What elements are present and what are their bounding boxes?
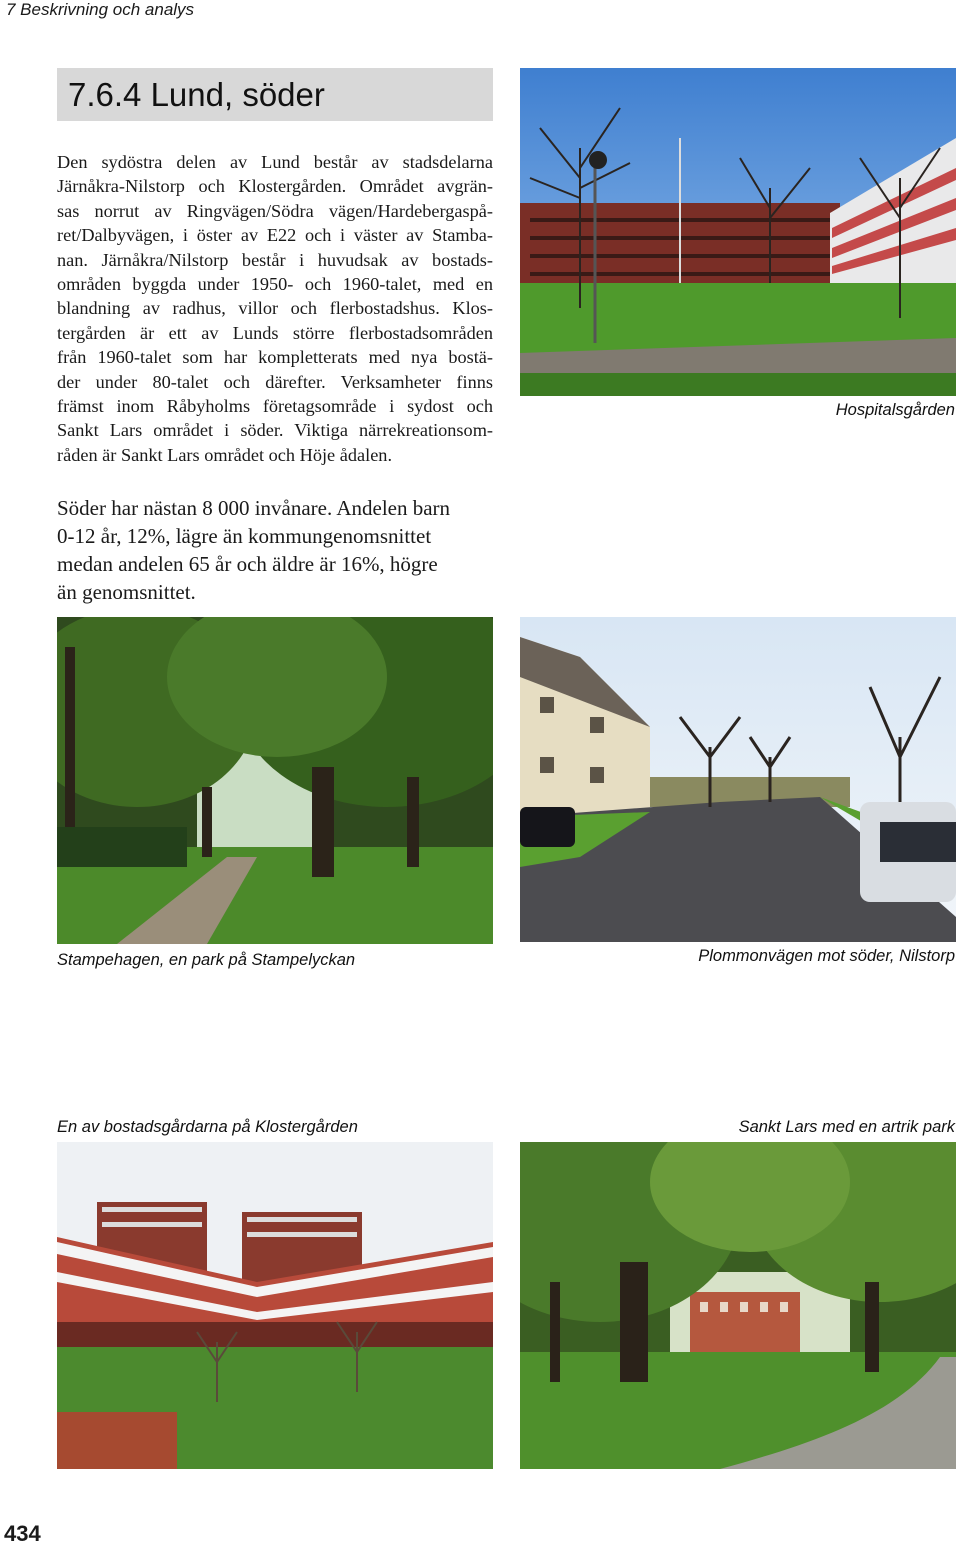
body-line: råden är Sankt Lars området och Höje ådalen. [57, 444, 393, 465]
plommonvagen-photo [520, 617, 956, 942]
klostergarden-caption: En av bostadsgårdarna på Klostergården [57, 1118, 358, 1136]
body-paragraph [57, 150, 493, 467]
stats-line: medan andelen 65 år och äldre är 16%, högre [57, 552, 438, 576]
body-line: der under 80-talet och därefter. Verksamheter finns [57, 371, 493, 392]
stampehagen-caption: Stampehagen, en park på Stampelyckan [57, 951, 356, 969]
body-line: ret/Dalbyvägen, i öster av E22 och i väster av Stamba- [57, 225, 493, 246]
klostergarden-photo [57, 1142, 493, 1469]
population-paragraph [57, 494, 497, 606]
plommonvagen-caption: Plommonvägen mot söder, Nilstorp [698, 947, 955, 965]
body-line: Sankt Lars området i söder. Viktiga närrekreationsom- [57, 420, 493, 441]
body-line: Den sydöstra delen av Lund består av stadsdelarna [57, 152, 493, 172]
body-line: Järnåkra-Nilstorp och Klostergården. Området avgrän- [57, 176, 493, 197]
body-line: främst inom Råbyholms företagsområde i sydost och [57, 395, 493, 416]
sankt-lars-photo [520, 1142, 956, 1469]
stats-line: än genomsnittet. [57, 580, 196, 604]
running-head: 7 Beskrivning och analys [6, 0, 195, 19]
body-line: från 1960-talet som har kompletterats med nya bostä- [57, 347, 493, 368]
stats-line: Söder har nästan 8 000 invånare. Andelen barn [57, 496, 451, 520]
body-line: tergården är ett av Lunds större flerbostadsområden [57, 322, 493, 343]
body-line: blandning av radhus, villor och flerbostadshus. Klos- [57, 298, 493, 319]
hospitalsgarden-caption: Hospitalsgården [835, 401, 955, 419]
body-line: sas norrut av Ringvägen/Södra vägen/Hardebergaspå- [57, 200, 493, 221]
sankt-lars-caption: Sankt Lars med en artrik park [738, 1118, 955, 1136]
body-line: nan. Järnåkra/Nilstorp består i huvudsak av bostads- [57, 249, 493, 270]
page-number: 434 [4, 1521, 41, 1546]
stats-line: 0-12 år, 12%, lägre än kommungenomsnittet [57, 524, 432, 548]
section-heading: 7.6.4 Lund, söder [68, 76, 325, 113]
stampehagen-photo [57, 617, 493, 944]
body-line: områden byggda under 1950- och 1960-talet, med en [57, 273, 493, 294]
hospitalsgarden-photo [520, 68, 956, 396]
